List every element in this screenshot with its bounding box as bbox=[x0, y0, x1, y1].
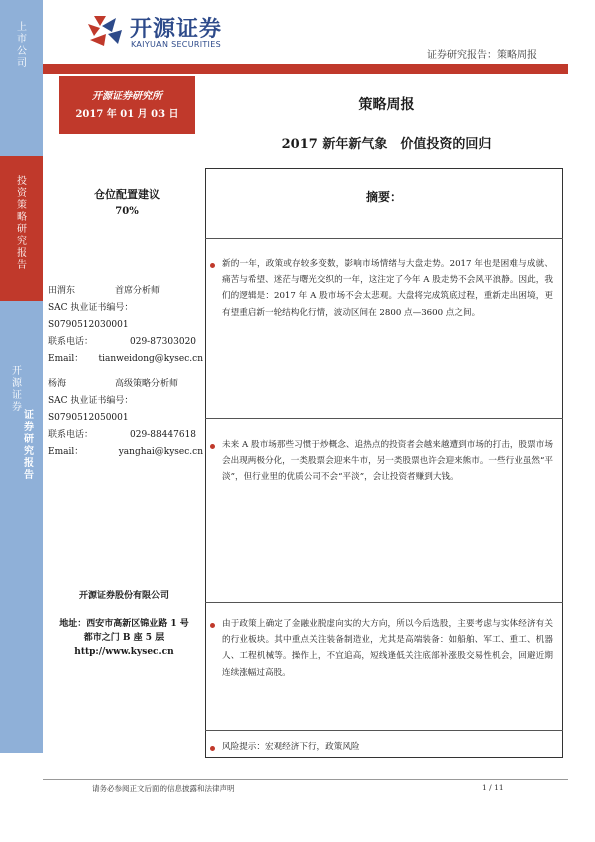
report-type: 证券研究报告：策略周报 bbox=[427, 50, 537, 61]
analyst-sac-label: SAC 执业证书编号： bbox=[48, 396, 134, 406]
company-address bbox=[43, 617, 205, 659]
section-divider bbox=[205, 238, 563, 239]
summary-paragraph: 未来 A 股市场那些习惯于炒概念、追热点的投资者会越来越遭到市场的打击，股票市场会出现两极分化，一类股票会迎来牛市，另一类股票也许会迎来熊市。一些行业虽然“平淡”，但行业里的优质公司不会“平淡”，会让投资者赚到大钱。 bbox=[222, 440, 553, 483]
logo-name-en: KAIYUAN SECURITIES bbox=[131, 40, 221, 49]
page-subtitle: 2017 新年新气象 价值投资的回归 bbox=[281, 137, 492, 152]
analyst-sac-label: SAC 执业证书编号： bbox=[48, 303, 134, 313]
analyst-card bbox=[48, 283, 203, 368]
bullet-icon bbox=[210, 746, 215, 751]
analyst-name: 杨海 bbox=[48, 379, 67, 389]
summary-paragraph: 新的一年，政策或存较多变数，影响市场情绪与大盘走势。2017 年也是困难与成就、痛苦与希望、迷茫与曙光交织的一年，这注定了今年 A 股走势不会风平浪静。因此，我们的逻辑是：2017 年 A 股市场不会太悲观。大盘将完成筑底过程，重新走出困境，更有望重启新一轮结构化行情，波动区间在 2800 点—3600 点之间。 bbox=[222, 259, 553, 318]
institute-box bbox=[59, 76, 195, 134]
sidebar-label-mid: 投资策略研究报告 bbox=[17, 176, 27, 271]
logo-name-cn: 开源证券 bbox=[130, 17, 223, 42]
footer-divider bbox=[43, 779, 568, 780]
report-date: 2017 年 01 月 03 日 bbox=[75, 109, 179, 120]
analyst-phone-label: 联系电话： bbox=[48, 430, 94, 440]
analyst-email-label: Email： bbox=[48, 354, 84, 364]
analyst-email-link[interactable]: yanghai@kysec.cn bbox=[118, 447, 203, 457]
summary-title: 摘要： bbox=[365, 190, 402, 204]
analyst-phone-label: 联系电话： bbox=[48, 337, 94, 347]
page-number: 1 / 11 bbox=[482, 783, 504, 792]
address-line-2: 都市之门 B 座 5 层 bbox=[83, 633, 165, 643]
summary-paragraph: 风险提示：宏观经济下行，政策风险 bbox=[222, 742, 360, 752]
analyst-card bbox=[48, 376, 203, 461]
analyst-phone: 029-88447618 bbox=[130, 430, 197, 440]
footer-disclaimer: 请务必参阅正文后面的信息披露和法律声明 bbox=[92, 784, 235, 793]
section-divider bbox=[205, 418, 563, 419]
analyst-title: 高级策略分析师 bbox=[115, 379, 179, 389]
bullet-icon bbox=[210, 623, 215, 628]
sidebar-label-bot-1: 开源证券 bbox=[12, 366, 22, 413]
analyst-title: 首席分析师 bbox=[115, 286, 161, 296]
header-bar bbox=[43, 64, 568, 74]
page-title: 策略周报 bbox=[358, 97, 415, 113]
bullet-icon bbox=[210, 263, 215, 268]
analyst-sac: S0790512050001 bbox=[48, 413, 129, 423]
analyst-sac: S0790512030001 bbox=[48, 320, 129, 330]
section-divider bbox=[205, 602, 563, 603]
address-line-1: 地址：西安市高新区锦业路 1 号 bbox=[59, 619, 189, 629]
company-name: 开源证券股份有限公司 bbox=[78, 591, 169, 601]
analyst-name: 田渭东 bbox=[48, 286, 76, 296]
analyst-email-label: Email： bbox=[48, 447, 84, 457]
allocation-label: 仓位配置建议 bbox=[94, 188, 160, 201]
analyst-phone: 029-87303020 bbox=[130, 337, 197, 347]
summary-paragraph: 由于政策上确定了金融业脱虚向实的大方向，所以今后选股，主要考虑与实体经济有关的行业板块。其中重点关注装备制造业，尤其是高端装备：如船舶、军工、重工、机器人、工程机械等。操作上，不宜追高，短线逢低关注底部补涨股交易性机会，回避近期连续涨幅过高股。 bbox=[222, 619, 553, 678]
sidebar-label-bot-2: 证券研究报告 bbox=[24, 410, 34, 481]
bullet-icon bbox=[210, 444, 215, 449]
website-link[interactable]: http://www.kysec.cn bbox=[74, 647, 174, 657]
section-divider bbox=[205, 730, 563, 731]
institute-name: 开源证券研究所 bbox=[92, 91, 162, 102]
analyst-email-link[interactable]: tianweidong@kysec.cn bbox=[98, 354, 203, 364]
company-logo-icon bbox=[86, 12, 126, 48]
allocation-value: 70% bbox=[115, 206, 139, 217]
sidebar-label-top: 上市公司 bbox=[17, 22, 27, 69]
